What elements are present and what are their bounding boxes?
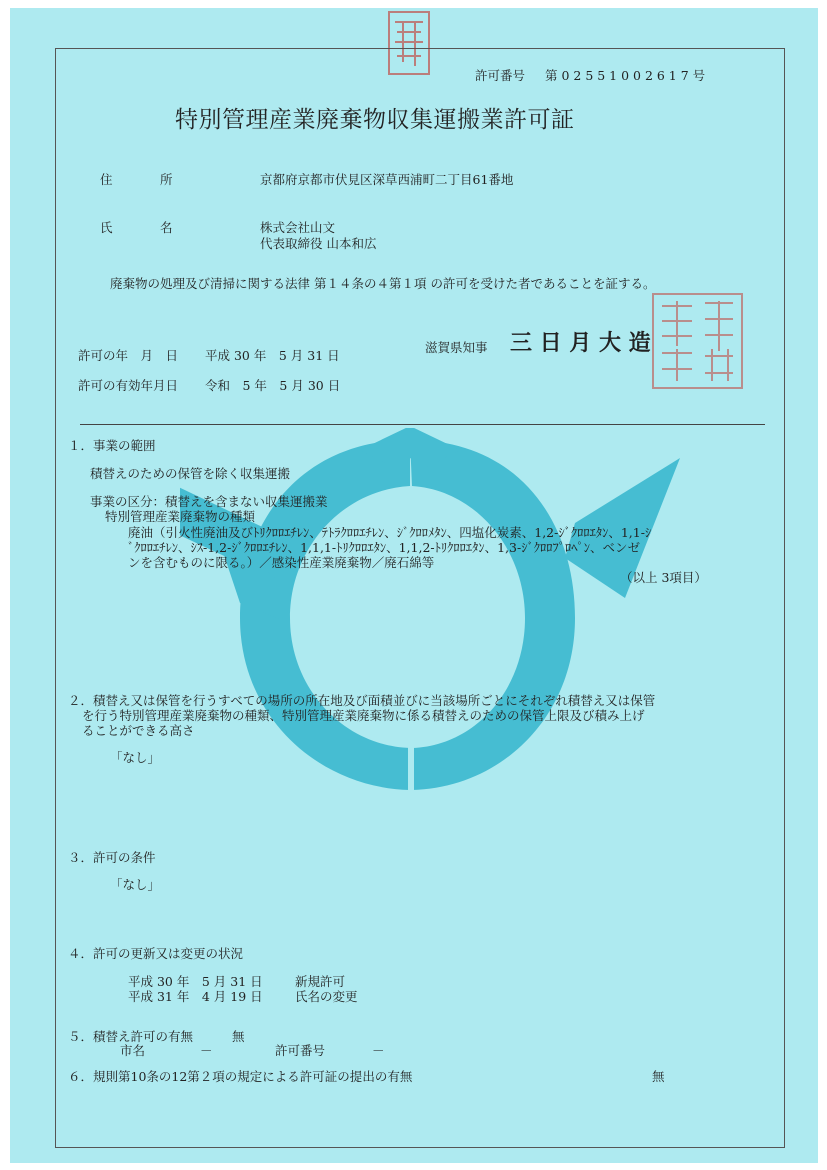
section-2-value: 「なし」 [110,750,161,765]
name-label-2: 名 [160,220,173,235]
permit-number: 第 0 2 5 5 1 0 0 2 6 1 7 号 [545,68,706,83]
section-1-waste-line-1: 廃油（引火性廃油及びﾄﾘｸﾛﾛｴﾁﾚﾝ、ﾃﾄﾗｸﾛﾛｴﾁﾚﾝ、ｼﾞｸﾛﾛﾒﾀﾝ、四塩化炭素、1,2-ｼﾞｸﾛﾛｴﾀﾝ、1,1-ｼ [128,525,652,540]
permit-date-label: 許可の年 月 日 [78,348,179,363]
section-4-row-1-date: 平成 30 年 5 月 31 日 [128,974,263,989]
issuer-title: 滋賀県知事 [425,340,488,355]
company-name: 株式会社山文 [260,220,336,235]
section-3-value: 「なし」 [110,877,161,892]
section-5-permit-number-value: － [372,1043,385,1058]
section-2-line-3: ることができる高さ [82,723,195,738]
section-1-category: 事業の区分：積替えを含まない収集運搬業 [90,494,328,509]
issuer-name: 三 日 月 大 造 [510,330,651,356]
address-label-2: 所 [160,172,173,187]
page-title: 特別管理産業廃棄物収集運搬業許可証 [175,107,575,133]
section-1-waste-line-2: ﾞｸﾛﾛｴﾁﾚﾝ、ｼｽ-1,2-ｼﾞｸﾛﾛｴﾁﾚﾝ、1,1,1-ﾄﾘｸﾛﾛｴﾀﾝ、1,1,2-ﾄﾘｸﾛﾛｴﾀﾝ、1,3-ｼﾞｸﾛﾛﾌﾟﾛﾍﾟﾝ、ベンゼ [128,540,640,555]
section-6-value: 無 [652,1069,665,1084]
section-6-title: ６．規則第10条の12第２項の規定による許可証の提出の有無 [68,1069,413,1084]
section-1-waste-type-heading: 特別管理産業廃棄物の種類 [105,509,256,524]
section-5-title: ５．積替え許可の有無 [68,1029,194,1044]
section-5-permit-number-label: 許可番号 [275,1043,326,1058]
expiry-date-label: 許可の有効年月日 [78,378,179,393]
section-2-line-2: を行う特別管理産業廃棄物の種類、特別管理産業廃棄物に係る積替えのための保管上限及び積み上げ [82,708,645,723]
section-4-row-1-desc: 新規許可 [295,974,346,989]
section-4-title: ４．許可の更新又は変更の状況 [68,946,244,961]
certificate-sheet [10,8,818,1163]
section-5-city-value: － [200,1043,213,1058]
section-4-row-2-date: 平成 31 年 4 月 19 日 [128,989,263,1004]
permit-number-label: 許可番号 [475,68,526,83]
address-label-1: 住 [100,172,113,187]
representative-name: 代表取締役 山本和広 [260,236,377,251]
section-3-title: ３．許可の条件 [68,850,156,865]
expiry-date-value: 令和 5 年 5 月 30 日 [205,378,341,393]
permit-date-value: 平成 30 年 5 月 31 日 [205,348,340,363]
section-1-scope: 積替えのための保管を除く収集運搬 [90,466,291,481]
section-1-waste-line-3: ンを含むものに限る。）／感染性産業廃棄物／廃石綿等 [128,555,435,570]
section-1-title: １．事業の範囲 [68,438,156,453]
name-label-1: 氏 [100,220,113,235]
certification-statement: 廃棄物の処理及び清掃に関する法律 第１４条の４第１項 の許可を受けた者であることを証する。 [110,276,656,291]
section-5-city-label: 市名 [120,1043,146,1058]
section-4-row-2-desc: 氏名の変更 [295,989,358,1004]
divider [80,424,765,425]
section-2-line-1: ２．積替え又は保管を行うすべての場所の所在地及び面積並びに当該場所ごとにそれぞれ積替え又は保管 [68,693,656,708]
section-5-value: 無 [232,1029,245,1044]
section-1-item-count: （以上 3項目） [620,570,707,585]
address-value: 京都府京都市伏見区深草西浦町二丁目61番地 [260,172,514,187]
